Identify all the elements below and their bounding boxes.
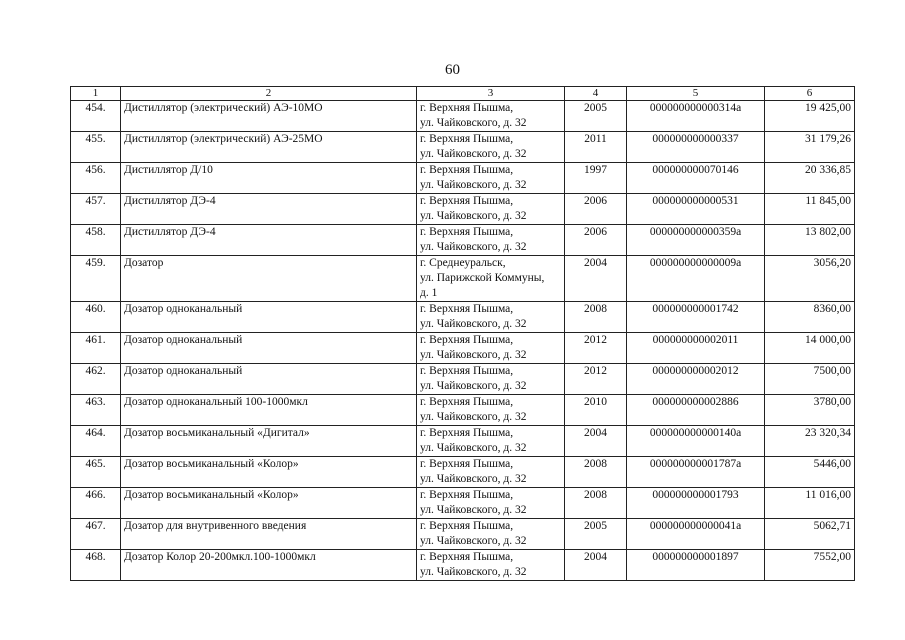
table-row <box>71 302 855 333</box>
item-name: Дистиллятор ДЭ-4 <box>121 225 417 256</box>
address-line: ул. Чайковского, д. 32 <box>420 241 527 253</box>
address-line: г. Верхняя Пышма, <box>420 489 514 501</box>
item-value: 8360,00 <box>765 302 855 333</box>
inventory-number: 000000000000140а <box>627 426 765 457</box>
item-address <box>417 333 565 364</box>
table-row <box>71 364 855 395</box>
item-address <box>417 225 565 256</box>
inventory-number: 000000000000009а <box>627 256 765 302</box>
inventory-number: 000000000001742 <box>627 302 765 333</box>
table-row <box>71 333 855 364</box>
row-number: 460. <box>71 302 121 333</box>
address-line: ул. Чайковского, д. 32 <box>420 504 527 516</box>
inventory-table <box>70 86 855 581</box>
item-address <box>417 488 565 519</box>
item-value: 5446,00 <box>765 457 855 488</box>
table-row <box>71 426 855 457</box>
address-line: г. Верхняя Пышма, <box>420 303 514 315</box>
item-name: Дозатор Колор 20-200мкл.100-1000мкл <box>121 550 417 581</box>
item-year: 2005 <box>565 101 627 132</box>
item-name: Дозатор одноканальный <box>121 333 417 364</box>
item-year: 2008 <box>565 457 627 488</box>
row-number: 461. <box>71 333 121 364</box>
item-year: 2006 <box>565 194 627 225</box>
address-line: ул. Чайковского, д. 32 <box>420 473 527 485</box>
item-address <box>417 395 565 426</box>
page-number: 60 <box>445 62 460 78</box>
header-row <box>71 87 855 101</box>
item-value: 7552,00 <box>765 550 855 581</box>
row-number: 456. <box>71 163 121 194</box>
item-year: 2006 <box>565 225 627 256</box>
address-line: г. Верхняя Пышма, <box>420 396 514 408</box>
address-line: ул. Чайковского, д. 32 <box>420 349 527 361</box>
column-header: 4 <box>565 87 627 101</box>
address-line: г. Верхняя Пышма, <box>420 334 514 346</box>
item-value: 11 016,00 <box>765 488 855 519</box>
item-value: 3780,00 <box>765 395 855 426</box>
item-value: 23 320,34 <box>765 426 855 457</box>
address-line: г. Среднеуральск, <box>420 257 506 269</box>
address-line: г. Верхняя Пышма, <box>420 520 514 532</box>
row-number: 457. <box>71 194 121 225</box>
address-line: г. Верхняя Пышма, <box>420 164 514 176</box>
row-number: 466. <box>71 488 121 519</box>
inventory-number: 000000000001793 <box>627 488 765 519</box>
address-line: г. Верхняя Пышма, <box>420 102 514 114</box>
address-line: г. Верхняя Пышма, <box>420 226 514 238</box>
address-line: г. Верхняя Пышма, <box>420 458 514 470</box>
address-line: ул. Чайковского, д. 32 <box>420 566 527 578</box>
table-row <box>71 132 855 163</box>
item-year: 2004 <box>565 256 627 302</box>
address-line: г. Верхняя Пышма, <box>420 195 514 207</box>
inventory-number: 000000000000041а <box>627 519 765 550</box>
item-address <box>417 457 565 488</box>
address-line: ул. Чайковского, д. 32 <box>420 411 527 423</box>
item-value: 3056,20 <box>765 256 855 302</box>
item-value: 20 336,85 <box>765 163 855 194</box>
item-address <box>417 163 565 194</box>
item-address <box>417 550 565 581</box>
row-number: 468. <box>71 550 121 581</box>
column-header: 5 <box>627 87 765 101</box>
inventory-number: 000000000002886 <box>627 395 765 426</box>
item-name: Дозатор одноканальный 100-1000мкл <box>121 395 417 426</box>
inventory-number: 000000000070146 <box>627 163 765 194</box>
address-line: ул. Чайковского, д. 32 <box>420 442 527 454</box>
item-address <box>417 302 565 333</box>
item-year: 2008 <box>565 488 627 519</box>
item-name: Дистиллятор ДЭ-4 <box>121 194 417 225</box>
inventory-number: 000000000000337 <box>627 132 765 163</box>
item-year: 2008 <box>565 302 627 333</box>
table-row <box>71 256 855 302</box>
column-header: 1 <box>71 87 121 101</box>
item-name: Дозатор одноканальный <box>121 364 417 395</box>
inventory-number: 000000000001897 <box>627 550 765 581</box>
inventory-number: 000000000002012 <box>627 364 765 395</box>
item-address <box>417 194 565 225</box>
inventory-number: 000000000002011 <box>627 333 765 364</box>
table-row <box>71 519 855 550</box>
row-number: 467. <box>71 519 121 550</box>
item-name: Дозатор восьмиканальный «Колор» <box>121 488 417 519</box>
inventory-number: 000000000000314а <box>627 101 765 132</box>
item-name: Дистиллятор Д/10 <box>121 163 417 194</box>
item-year: 2004 <box>565 550 627 581</box>
item-address <box>417 132 565 163</box>
row-number: 454. <box>71 101 121 132</box>
item-year: 2005 <box>565 519 627 550</box>
table-row <box>71 101 855 132</box>
item-year: 2012 <box>565 333 627 364</box>
item-value: 13 802,00 <box>765 225 855 256</box>
column-header: 6 <box>765 87 855 101</box>
address-line: ул. Чайковского, д. 32 <box>420 148 527 160</box>
address-line: ул. Чайковского, д. 32 <box>420 535 527 547</box>
item-name: Дозатор для внутривенного введения <box>121 519 417 550</box>
item-value: 19 425,00 <box>765 101 855 132</box>
item-address <box>417 101 565 132</box>
item-address <box>417 519 565 550</box>
address-line: ул. Чайковского, д. 32 <box>420 210 527 222</box>
row-number: 459. <box>71 256 121 302</box>
inventory-number: 000000000000531 <box>627 194 765 225</box>
item-name: Дозатор восьмиканальный «Дигитал» <box>121 426 417 457</box>
address-line: ул. Чайковского, д. 32 <box>420 179 527 191</box>
address-line: ул. Чайковского, д. 32 <box>420 380 527 392</box>
address-line: ул. Чайковского, д. 32 <box>420 318 527 330</box>
row-number: 465. <box>71 457 121 488</box>
row-number: 464. <box>71 426 121 457</box>
item-value: 14 000,00 <box>765 333 855 364</box>
item-name: Дистиллятор (электрический) АЭ-10МО <box>121 101 417 132</box>
item-value: 7500,00 <box>765 364 855 395</box>
column-header: 3 <box>417 87 565 101</box>
table-row <box>71 488 855 519</box>
address-line: г. Верхняя Пышма, <box>420 551 514 563</box>
item-address <box>417 364 565 395</box>
item-year: 1997 <box>565 163 627 194</box>
inventory-number: 000000000000359а <box>627 225 765 256</box>
item-name: Дозатор одноканальный <box>121 302 417 333</box>
item-year: 2011 <box>565 132 627 163</box>
row-number: 462. <box>71 364 121 395</box>
address-line: ул. Чайковского, д. 32 <box>420 117 527 129</box>
table-body <box>71 101 855 581</box>
item-name: Дозатор восьмиканальный «Колор» <box>121 457 417 488</box>
item-value: 5062,71 <box>765 519 855 550</box>
address-line: д. 1 <box>420 287 438 299</box>
address-line: г. Верхняя Пышма, <box>420 365 514 377</box>
item-year: 2012 <box>565 364 627 395</box>
address-line: г. Верхняя Пышма, <box>420 427 514 439</box>
item-year: 2010 <box>565 395 627 426</box>
item-address <box>417 256 565 302</box>
row-number: 455. <box>71 132 121 163</box>
item-address <box>417 426 565 457</box>
row-number: 458. <box>71 225 121 256</box>
item-name: Дозатор <box>121 256 417 302</box>
row-number: 463. <box>71 395 121 426</box>
table-row <box>71 550 855 581</box>
item-value: 31 179,26 <box>765 132 855 163</box>
column-header: 2 <box>121 87 417 101</box>
address-line: ул. Парижской Коммуны, <box>420 272 545 284</box>
table-row <box>71 163 855 194</box>
table-row <box>71 395 855 426</box>
table-row <box>71 457 855 488</box>
table-row <box>71 225 855 256</box>
item-year: 2004 <box>565 426 627 457</box>
inventory-number: 000000000001787а <box>627 457 765 488</box>
item-value: 11 845,00 <box>765 194 855 225</box>
item-name: Дистиллятор (электрический) АЭ-25МО <box>121 132 417 163</box>
address-line: г. Верхняя Пышма, <box>420 133 514 145</box>
table-row <box>71 194 855 225</box>
